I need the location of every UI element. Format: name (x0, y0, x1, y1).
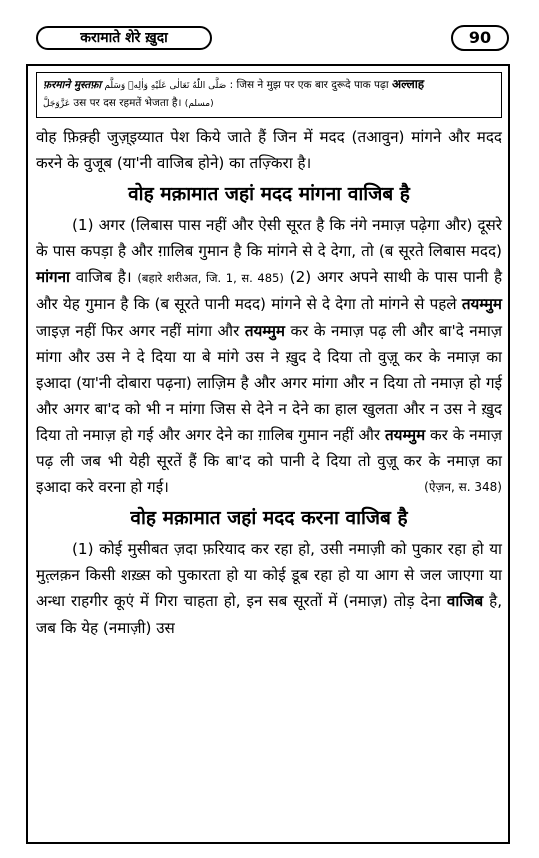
intro-paragraph: वोह फ़िक़्ही जुज़्इय्यात पेश किये जाते हैं जिन में मदद (तआवुन) मांगने और मदद करने के वुजूब (या'नी वाजिब होने) का तज़्किरा है। (36, 128, 502, 173)
p1-citation: (बहारे शरीअत, जि. 1, स. 485) (137, 271, 284, 286)
allah-word: अल्लाह (391, 77, 425, 91)
hadith-source: (مسلم) (184, 99, 214, 109)
hadith-text-1: : जिस ने मुझ पर एक बार दुरूदे पाक पढ़ा (229, 79, 389, 91)
page-number: 90 (451, 25, 509, 51)
book-title: करामाते शेरे ख़ुदा (36, 26, 212, 50)
p3-bold: वाजिब (446, 592, 484, 611)
paragraph-1 (36, 212, 502, 500)
arabic-azza: عَزَّوَجَلَّ (43, 99, 71, 109)
p3-text-a: (1) कोई मुसीबत ज़दा फ़रियाद कर रहा हो, उसी नमाज़ी को पुकार रहा हो या मुत़्लक़न किसी शख़्स को पुकारता हो या कोई डूब रहा हो या आग से जल जाएगा या अन्धा राहगीर कूएं में गिरा चाहता हो, इन सब सूरतों में (नमाज़) तोड़ देना (36, 540, 502, 611)
page-header (0, 20, 539, 56)
p2-citation: (ऐज़न, स. 348) (424, 480, 502, 495)
arabic-salutation: صَلَّى اللّٰهُ تَعَالٰى عَلَيْهِ وَاٰلِهٖ وَسَلَّم (104, 81, 227, 91)
p2-text-d: कर के नमाज़ पढ़ ली जब भी येही सूरतें हैं कि बा'द को पानी दे दिया तो वुज़ू कर के नमाज़ का इआदा करे वरना हो गई। (36, 425, 502, 497)
heading-giving-help: वोह मक़ामात जहां मदद करना वाजिब है (130, 507, 408, 530)
p2-text-c: कर के नमाज़ पढ़ ली और बा'दे नमाज़ मांगा और उस ने दे दिया या बे मांगे उस ने ख़ुद दे दिया तो वुज़ू कर के नमाज़ का इआदा (या'नी दोबारा पढ़ना) लाज़िम है और अगर मांगा और न दिया तो नमाज़ हो गई और अगर बा'द को भी न मांगा जिस से देने न देने का हाल खुलता और न उस ने ख़ुद दिया तो नमाज़ हो गई और अगर देने का ग़ालिब गुमान नहीं और (36, 321, 503, 444)
heading-asking-help: वोह मक़ामात जहां मदद मांगना वाजिब है (128, 183, 410, 206)
tayammum-bold-1: तयम्मुम (461, 295, 503, 314)
p2-text-b: जाइज़ नहीं फिर अगर नहीं मांगा और (36, 321, 240, 340)
tayammum-bold-3: तयम्मुम (384, 425, 426, 444)
hadith-line-1 (43, 76, 495, 95)
p2-text-a: (2) अगर अपने साथी के पास पानी है और येह गुमान है कि (ब सूरते पानी मदद) मांगने से दे देगा तो मांगने से पहले (36, 268, 503, 314)
hadith-box (36, 72, 502, 118)
p1-text-c: वाजिब है। (75, 268, 132, 287)
p1-text-a: (1) अगर (लिबास पास नहीं और ऐसी सूरत है कि नंगे नमाज़ पढ़ेगा और) दूसरे के पास कपड़ा है और ग़ालिब गुमान है कि मांगने से दे देगा, तो (ब सूरते लिबास मदद) (36, 216, 502, 261)
page-content (36, 124, 502, 641)
hadith-line-2 (43, 95, 495, 113)
p3-text-c: है, जब कि येह (नमाज़ी) उस (36, 592, 503, 637)
tayammum-bold-2: तयम्मुम (244, 321, 285, 340)
p1-bold: मांगना (36, 268, 70, 287)
hadith-text-2: उस पर दस रहमतें भेजता है। (73, 97, 182, 109)
hadith-label: फ़रमाने मुस्तफ़ा (43, 79, 102, 91)
paragraph-3 (36, 536, 502, 640)
